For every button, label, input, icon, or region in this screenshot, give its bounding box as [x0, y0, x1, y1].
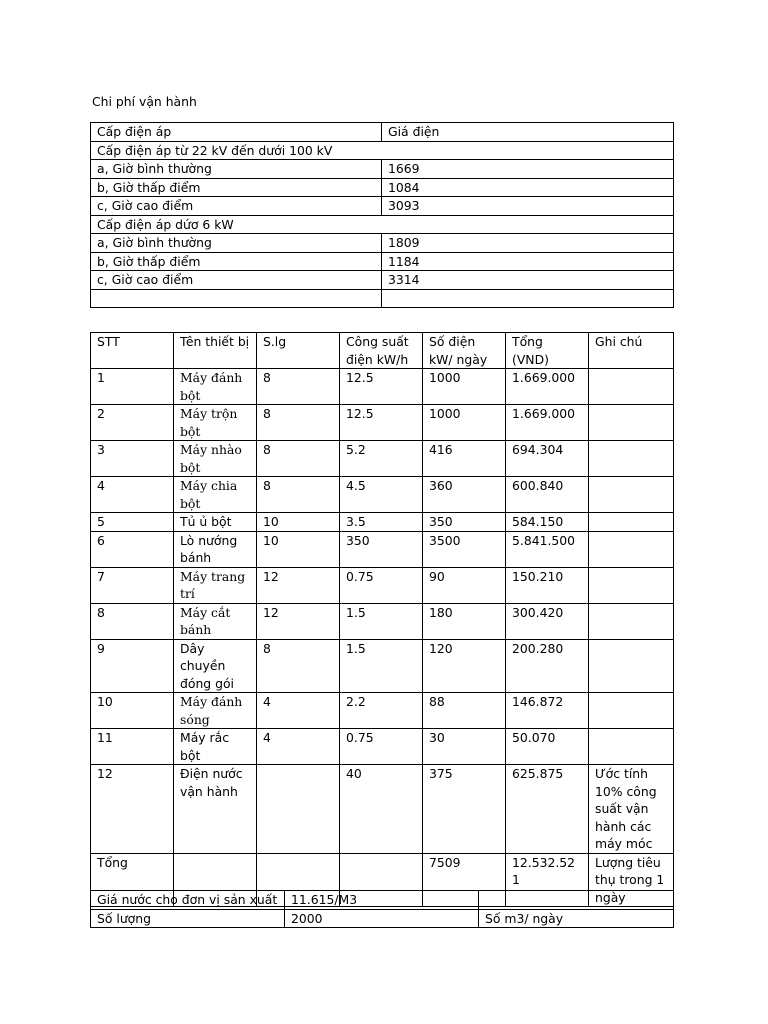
power-cell: 350 [340, 531, 423, 567]
total-vnd-cell: 50.070 [506, 729, 589, 765]
note-cell [589, 531, 674, 567]
daily-kwh-cell: 30 [423, 729, 506, 765]
note-cell [589, 513, 674, 532]
table-row [91, 271, 674, 290]
section-title: Chi phí vận hành [92, 94, 197, 109]
total-vnd-cell: 584.150 [506, 513, 589, 532]
stt-cell: 9 [91, 639, 174, 693]
note-cell [589, 729, 674, 765]
price-label: b, Giờ thấp điểm [91, 252, 382, 271]
quantity-cell: 8 [257, 639, 340, 693]
header-stt: STT [91, 333, 174, 369]
daily-kwh-cell: 120 [423, 639, 506, 693]
table-row [91, 178, 674, 197]
table-row [91, 909, 674, 928]
header-total-vnd: Tổng (VND) [506, 333, 589, 369]
price-value: 3314 [382, 271, 674, 290]
stt-cell: 8 [91, 603, 174, 639]
header-price: Giá điện [382, 123, 674, 142]
price-value: 3093 [382, 197, 674, 216]
quantity-cell: 8 [257, 441, 340, 477]
price-label: b, Giờ thấp điểm [91, 178, 382, 197]
quantity-cell: 12 [257, 567, 340, 603]
price-label [91, 289, 382, 307]
price-value: 1184 [382, 252, 674, 271]
header-equipment-name: Tên thiết bị [174, 333, 257, 369]
table-section-row [91, 215, 674, 234]
water-label-cell: Số lượng [91, 909, 285, 928]
table-row [91, 160, 674, 179]
price-label: c, Giờ cao điểm [91, 197, 382, 216]
equipment-name-cell: Máy đánh bột [174, 369, 257, 405]
note-cell [589, 567, 674, 603]
price-label: c, Giờ cao điểm [91, 271, 382, 290]
power-cell: 2.2 [340, 693, 423, 729]
equipment-name-cell: Máy rắc bột [174, 729, 257, 765]
power-cell: 1.5 [340, 639, 423, 693]
quantity-cell: 8 [257, 405, 340, 441]
power-cell: 3.5 [340, 513, 423, 532]
stt-cell: 10 [91, 693, 174, 729]
total-vnd-cell: 1.669.000 [506, 405, 589, 441]
stt-cell: Tổng [91, 853, 174, 907]
total-vnd-cell: 146.872 [506, 693, 589, 729]
equipment-name-cell: Máy chia bột [174, 477, 257, 513]
note-cell [589, 441, 674, 477]
header-power: Công suất điện kW/h [340, 333, 423, 369]
price-value: 1809 [382, 234, 674, 253]
table-row [91, 639, 674, 693]
daily-kwh-cell: 180 [423, 603, 506, 639]
power-cell: 0.75 [340, 567, 423, 603]
price-value: 1084 [382, 178, 674, 197]
total-vnd-cell: 600.840 [506, 477, 589, 513]
stt-cell: 3 [91, 441, 174, 477]
daily-kwh-cell: 90 [423, 567, 506, 603]
water-value-cell: 2000 [285, 909, 479, 928]
power-cell: 4.5 [340, 477, 423, 513]
note-cell [589, 639, 674, 693]
table-section-row [91, 141, 674, 160]
water-unit-cell: Số m3/ ngày [479, 909, 674, 928]
total-vnd-cell: 200.280 [506, 639, 589, 693]
daily-kwh-cell: 360 [423, 477, 506, 513]
power-cell: 5.2 [340, 441, 423, 477]
stt-cell: 12 [91, 765, 174, 854]
table-row [91, 289, 674, 307]
table-header-row [91, 333, 674, 369]
quantity-cell: 4 [257, 693, 340, 729]
total-vnd-cell: 625.875 [506, 765, 589, 854]
equipment-name-cell: Dây chuyền đóng gói [174, 639, 257, 693]
equipment-name-cell: Máy trang trí [174, 567, 257, 603]
header-quantity: S.lg [257, 333, 340, 369]
quantity-cell: 8 [257, 477, 340, 513]
quantity-cell [257, 765, 340, 854]
stt-cell: 7 [91, 567, 174, 603]
table-row [91, 252, 674, 271]
table-row [91, 693, 674, 729]
price-label: a, Giờ bình thường [91, 160, 382, 179]
water-value-cell: 11.615/M3 [285, 891, 479, 910]
note-cell [589, 477, 674, 513]
section-label: Cấp điện áp dứơ 6 kW [91, 215, 674, 234]
power-cell: 40 [340, 765, 423, 854]
table-row [91, 234, 674, 253]
quantity-cell: 8 [257, 369, 340, 405]
daily-kwh-cell: 375 [423, 765, 506, 854]
note-cell: Ước tính 10% công suất vận hành các máy móc [589, 765, 674, 854]
daily-kwh-cell: 350 [423, 513, 506, 532]
table-row [91, 405, 674, 441]
quantity-cell: 10 [257, 531, 340, 567]
table-row [91, 369, 674, 405]
power-cell: 1.5 [340, 603, 423, 639]
stt-cell: 6 [91, 531, 174, 567]
equipment-name-cell: Điện nước vận hành [174, 765, 257, 854]
stt-cell: 5 [91, 513, 174, 532]
total-vnd-cell: 300.420 [506, 603, 589, 639]
equipment-name-cell: Máy cắt bánh [174, 603, 257, 639]
header-daily-kwh: Số điện kW/ ngày [423, 333, 506, 369]
table-row [91, 513, 674, 532]
table-row [91, 891, 674, 910]
water-unit-cell [479, 891, 674, 910]
daily-kwh-cell: 3500 [423, 531, 506, 567]
table-row [91, 531, 674, 567]
equipment-name-cell: Máy đánh sóng [174, 693, 257, 729]
equipment-cost-table [90, 332, 674, 907]
price-label: a, Giờ bình thường [91, 234, 382, 253]
note-cell [589, 693, 674, 729]
note-cell: Lượng tiêu thụ trong 1 ngày [589, 853, 674, 907]
table-row [91, 441, 674, 477]
note-cell [589, 603, 674, 639]
header-note: Ghi chú [589, 333, 674, 369]
price-value [382, 289, 674, 307]
note-cell [589, 369, 674, 405]
power-cell: 0.75 [340, 729, 423, 765]
header-voltage-level: Cấp điện áp [91, 123, 382, 142]
total-vnd-cell: 1.669.000 [506, 369, 589, 405]
total-vnd-cell: 5.841.500 [506, 531, 589, 567]
total-vnd-cell: 694.304 [506, 441, 589, 477]
table-row [91, 729, 674, 765]
table-row [91, 477, 674, 513]
equipment-name-cell: Tủ ủ bột [174, 513, 257, 532]
water-cost-table [90, 890, 674, 928]
daily-kwh-cell: 416 [423, 441, 506, 477]
water-label-cell: Giá nước cho đơn vị sản xuất [91, 891, 285, 910]
table-header-row [91, 123, 674, 142]
table-row [91, 567, 674, 603]
section-label: Cấp điện áp từ 22 kV đến dưới 100 kV [91, 141, 674, 160]
daily-kwh-cell: 1000 [423, 405, 506, 441]
equipment-name-cell: Máy nhào bột [174, 441, 257, 477]
equipment-name-cell: Lò nướng bánh [174, 531, 257, 567]
total-vnd-cell: 12.532.521 [506, 853, 589, 907]
table-row [91, 197, 674, 216]
power-cell: 12.5 [340, 405, 423, 441]
stt-cell: 2 [91, 405, 174, 441]
stt-cell: 11 [91, 729, 174, 765]
note-cell [589, 405, 674, 441]
stt-cell: 4 [91, 477, 174, 513]
quantity-cell: 10 [257, 513, 340, 532]
quantity-cell: 4 [257, 729, 340, 765]
total-vnd-cell: 150.210 [506, 567, 589, 603]
quantity-cell: 12 [257, 603, 340, 639]
daily-kwh-cell: 88 [423, 693, 506, 729]
equipment-name-cell: Máy trộn bột [174, 405, 257, 441]
table-row [91, 765, 674, 854]
price-value: 1669 [382, 160, 674, 179]
daily-kwh-cell: 7509 [423, 853, 506, 907]
daily-kwh-cell: 1000 [423, 369, 506, 405]
table-row [91, 603, 674, 639]
power-cell: 12.5 [340, 369, 423, 405]
stt-cell: 1 [91, 369, 174, 405]
electricity-price-table [90, 122, 674, 308]
